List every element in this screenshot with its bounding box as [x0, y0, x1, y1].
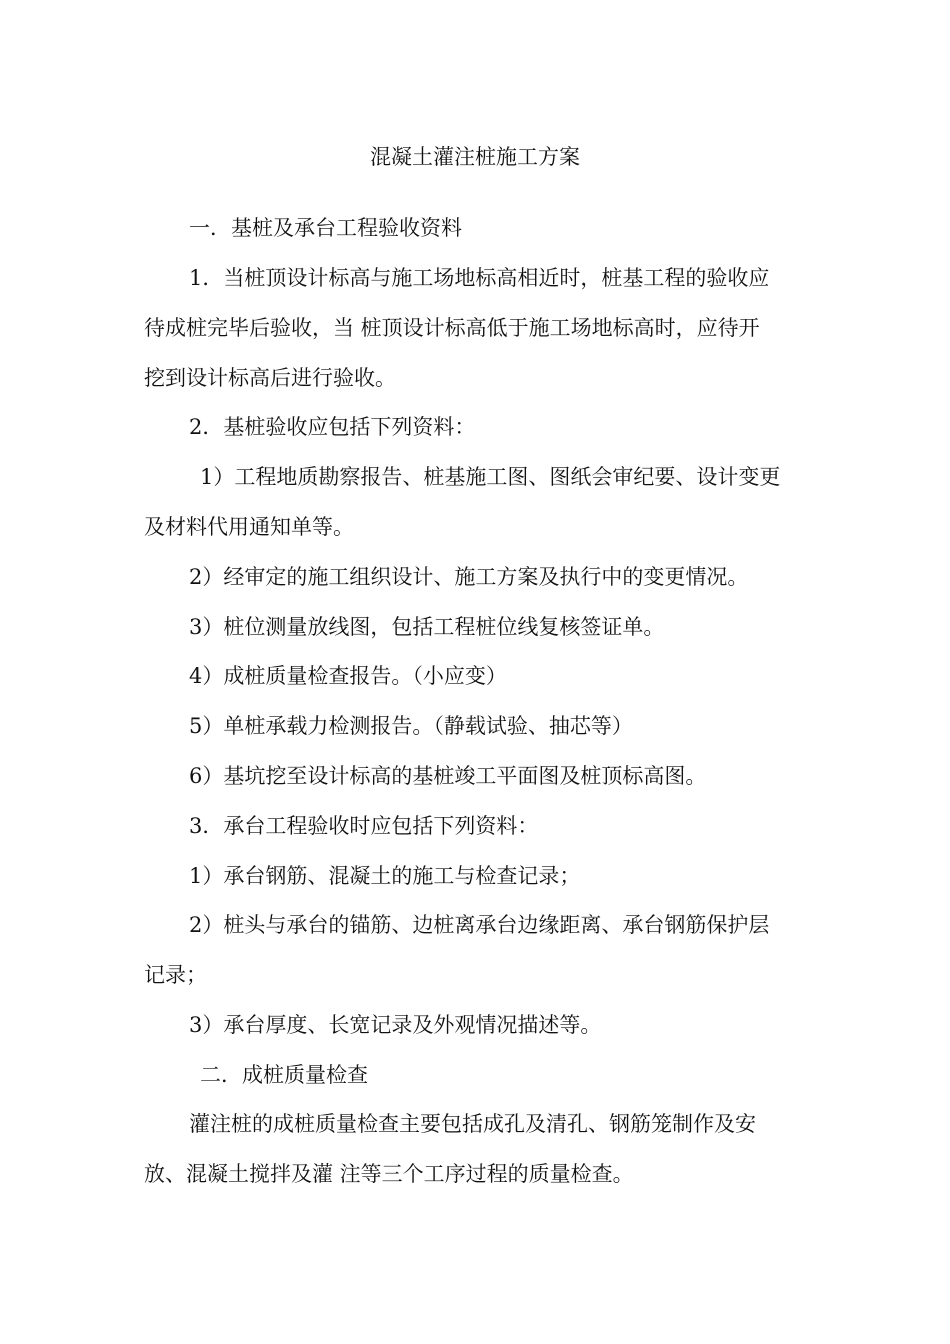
list-item-line: 2）桩头与承台的锚筋、边桩离承台边缘距离、承台钢筋保护层	[189, 913, 770, 937]
list-item-line: 3）承台厚度、长宽记录及外观情况描述等。	[189, 1013, 602, 1037]
list-item-line: 1）承台钢筋、混凝土的施工与检查记录；	[189, 864, 581, 888]
list-item-line: 3）桩位测量放线图，包括工程桩位线复核签证单。	[189, 615, 665, 639]
paragraph-line: 待成桩完毕后验收，当 桩顶设计标高低于施工场地标高时，应待开	[144, 316, 760, 340]
list-item-line: 4）成桩质量检查报告。（小应变）	[189, 664, 507, 688]
document-title: 混凝土灌注桩施工方案	[370, 145, 580, 169]
list-item-line: 记录；	[144, 963, 207, 987]
paragraph-line: 放、混凝土搅拌及灌 注等三个工序过程的质量检查。	[144, 1162, 634, 1186]
list-item-line: 2）经审定的施工组织设计、施工方案及执行中的变更情况。	[189, 565, 749, 589]
paragraph-line: 1．当桩顶设计标高与施工场地标高相近时，桩基工程的验收应	[189, 266, 770, 290]
list-item-line: 1）工程地质勘察报告、桩基施工图、图纸会审纪要、设计变更	[200, 465, 781, 489]
paragraph-line: 3．承台工程验收时应包括下列资料：	[189, 814, 539, 838]
section-heading-1: 一．基桩及承台工程验收资料	[189, 216, 462, 240]
section-heading-2: 二．成桩质量检查	[200, 1063, 368, 1087]
paragraph-line: 2．基桩验收应包括下列资料：	[189, 415, 476, 439]
paragraph-line: 灌注桩的成桩质量检查主要包括成孔及清孔、钢筋笼制作及安	[189, 1112, 756, 1136]
list-item-line: 及材料代用通知单等。	[144, 515, 354, 539]
list-item-line: 6）基坑挖至设计标高的基桩竣工平面图及桩顶标高图。	[189, 764, 707, 788]
list-item-line: 5）单桩承载力检测报告。（静载试验、抽芯等）	[189, 714, 633, 738]
paragraph-line: 挖到设计标高后进行验收。	[144, 366, 396, 390]
